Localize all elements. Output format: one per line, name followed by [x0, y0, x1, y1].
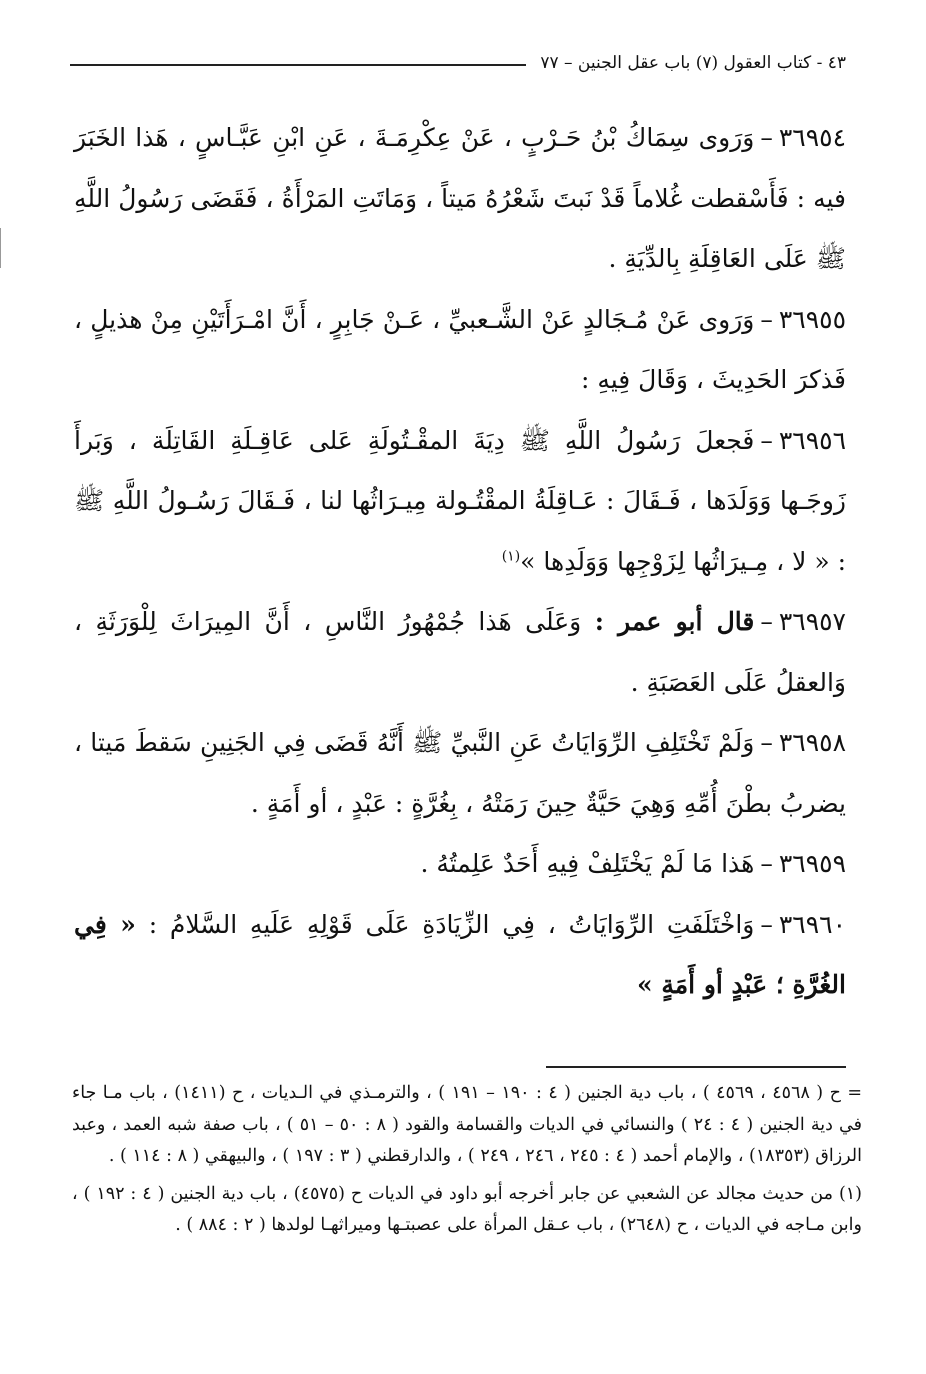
paragraph-number: ٣٦٩٥٩ [778, 849, 846, 878]
footnote-reference[interactable]: (١) [501, 548, 521, 565]
footnote-marker: (١) [838, 1183, 862, 1204]
dash: – [760, 909, 773, 939]
margin-mark [0, 228, 3, 268]
footnote-continuation [72, 1078, 862, 1173]
dash: – [760, 849, 773, 878]
paragraph-36955 [74, 290, 846, 411]
paragraph-lead: قال أبو عمر : [594, 607, 755, 636]
running-title: ٤٣ - كتاب العقول (٧) باب عقل الجنين – ٧٧ [526, 53, 846, 73]
paragraph-number: ٣٦٩٥٦ [778, 425, 846, 455]
footnote-text: من حديث مجالد عن الشعبي عن جابر أخرجه أبو داود في الديات ح (٤٥٧٥) ، باب دية الجنين ( ٤ : ١٩٢ ) ، وابن مـاجه في الديات ، ح (٢٦٤٨) ، باب عـقل المرأة على عصبتـها وميراثهـا لولدها ( ٢ : ٨٨٤ ) . [72, 1183, 862, 1235]
paragraph-text: وَلَمْ تَخْتَلِفِ الرِّوَايَاتُ عَنِ النَّبيِّ ﷺ أَنَّهُ قَضَى فِي الجَنِينِ سَقطَ مَيتا ، يضربُ بطْنَ أُمِّهِ وَهِيَ حَيَّةٌ حِينَ رَمَتْهُ ، بِغُرَّةٍ : عَبْدٍ ، أو أَمَةٍ . [74, 728, 846, 818]
hadith-quote: « فِي الغُرَّةِ ؛ عَبْدٍ أو أَمَةٍ » [74, 909, 846, 999]
dash: – [760, 607, 773, 636]
paragraph-36956 [74, 411, 846, 593]
paragraph-36958 [74, 713, 846, 834]
paragraph-number: ٣٦٩٥٥ [778, 304, 846, 334]
main-text [74, 108, 846, 1016]
paragraph-36959 [74, 834, 846, 895]
dash: – [760, 304, 773, 334]
paragraph-36957 [74, 592, 846, 713]
paragraph-number: ٣٦٩٥٨ [778, 728, 846, 757]
header-rule [70, 64, 526, 66]
paragraph-text: هَذا مَا لَمْ يَخْتَلِفْ فِيهِ أَحَدٌ عَلِمتُهُ . [420, 849, 755, 878]
paragraph-number: ٣٦٩٥٧ [778, 607, 846, 636]
footnote-text: ح ( ٤٥٦٨ ، ٤٥٦٩ ) ، باب دية الجنين ( ٤ : ١٩٠ – ١٩١ ) ، والترمـذي في الـديات ، ح (١٤١١) ، باب مـا جاء في دية الجنين ( ٤ : ٢٤ ) والنسائي في الديات والقسامة والقود ( ٨ : ٥٠ – ٥١ ) ، باب صفة شبه العمد ، وعبد الرزاق (١٨٣٥٣) ، والإمام أحمد ( ٤ : ٢٤٥ ، ٢٤٦ ، ٢٤٩ ) ، والدارقطني ( ٣ : ١٩٧ ) ، والبيهقي ( ٨ : ١١٤ ) . [72, 1083, 862, 1166]
paragraph-text: وَرَوى عَنْ مُـجَالدٍ عَنْ الشَّـعبيِّ ، عَـنْ جَابِرٍ ، أَنَّ امْـرَأَتَيْنِ مِنْ هذيلٍ ، فَذكرَ الحَدِيثَ ، وَقَالَ فِيهِ : [74, 304, 846, 394]
paragraph-number: ٣٦٩٥٤ [778, 123, 846, 152]
footnote-separator [546, 1066, 846, 1068]
dash: – [760, 728, 773, 757]
dash: – [760, 425, 773, 455]
paragraph-number: ٣٦٩٦٠ [778, 909, 846, 939]
running-header [70, 48, 846, 78]
paragraph-text: وَعَلَى هَذا جُمْهُورُ النَّاسِ ، أَنَّ المِيرَاثَ لِلْوَرَثَةِ ، وَالعقلُ عَلَى العَصَبَةِ . [74, 607, 846, 697]
footnotes [72, 1078, 862, 1242]
dash: – [760, 123, 773, 152]
paragraph-text: فَجعلَ رَسُولُ اللَّهِ ﷺ دِيَةَ المقْـتُولَةِ عَلى عَاقِـلَةِ القَاتِلَة ، وَبَرأَ زَوجَـها وَوَلَدَها ، فَـقَالَ : عَـاقِلَةُ المقْتُـولة مِيـرَاثُها لنا ، فَـقَالَ رَسُـولُ اللَّهِ ﷺ : « لا ، مِـيرَاثُها لِزَوْجِها وَوَلَدِها » [74, 425, 846, 576]
paragraph-36960 [74, 895, 846, 1016]
paragraph-text: وَاخْتَلَفَتِ الرِّوَايَاتُ ، فِي الزِّيَادَةِ عَلَى قَوْلِهِ عَلَيهِ السَّلامُ : [148, 909, 755, 939]
paragraph-text: وَرَوى سِمَاكُ بْنُ حَـرْبٍ ، عَنْ عِكْرِمَـةَ ، عَنِ ابْنِ عَبَّـاسٍ ، هَذا الخَبَرَ فيه : فَأَسْقطت غُلاماً قَدْ نَبتَ شَعْرُهُ مَيتاً ، وَمَاتَتِ المَرْأَةُ ، فَقَضَى رَسُولُ اللَّهِ ﷺ عَلَى العَاقِلَةِ بِالدِّيَةِ . [74, 123, 846, 273]
paragraph-36954 [74, 108, 846, 290]
footnote-1 [72, 1179, 862, 1242]
footnote-marker: = [847, 1083, 862, 1103]
